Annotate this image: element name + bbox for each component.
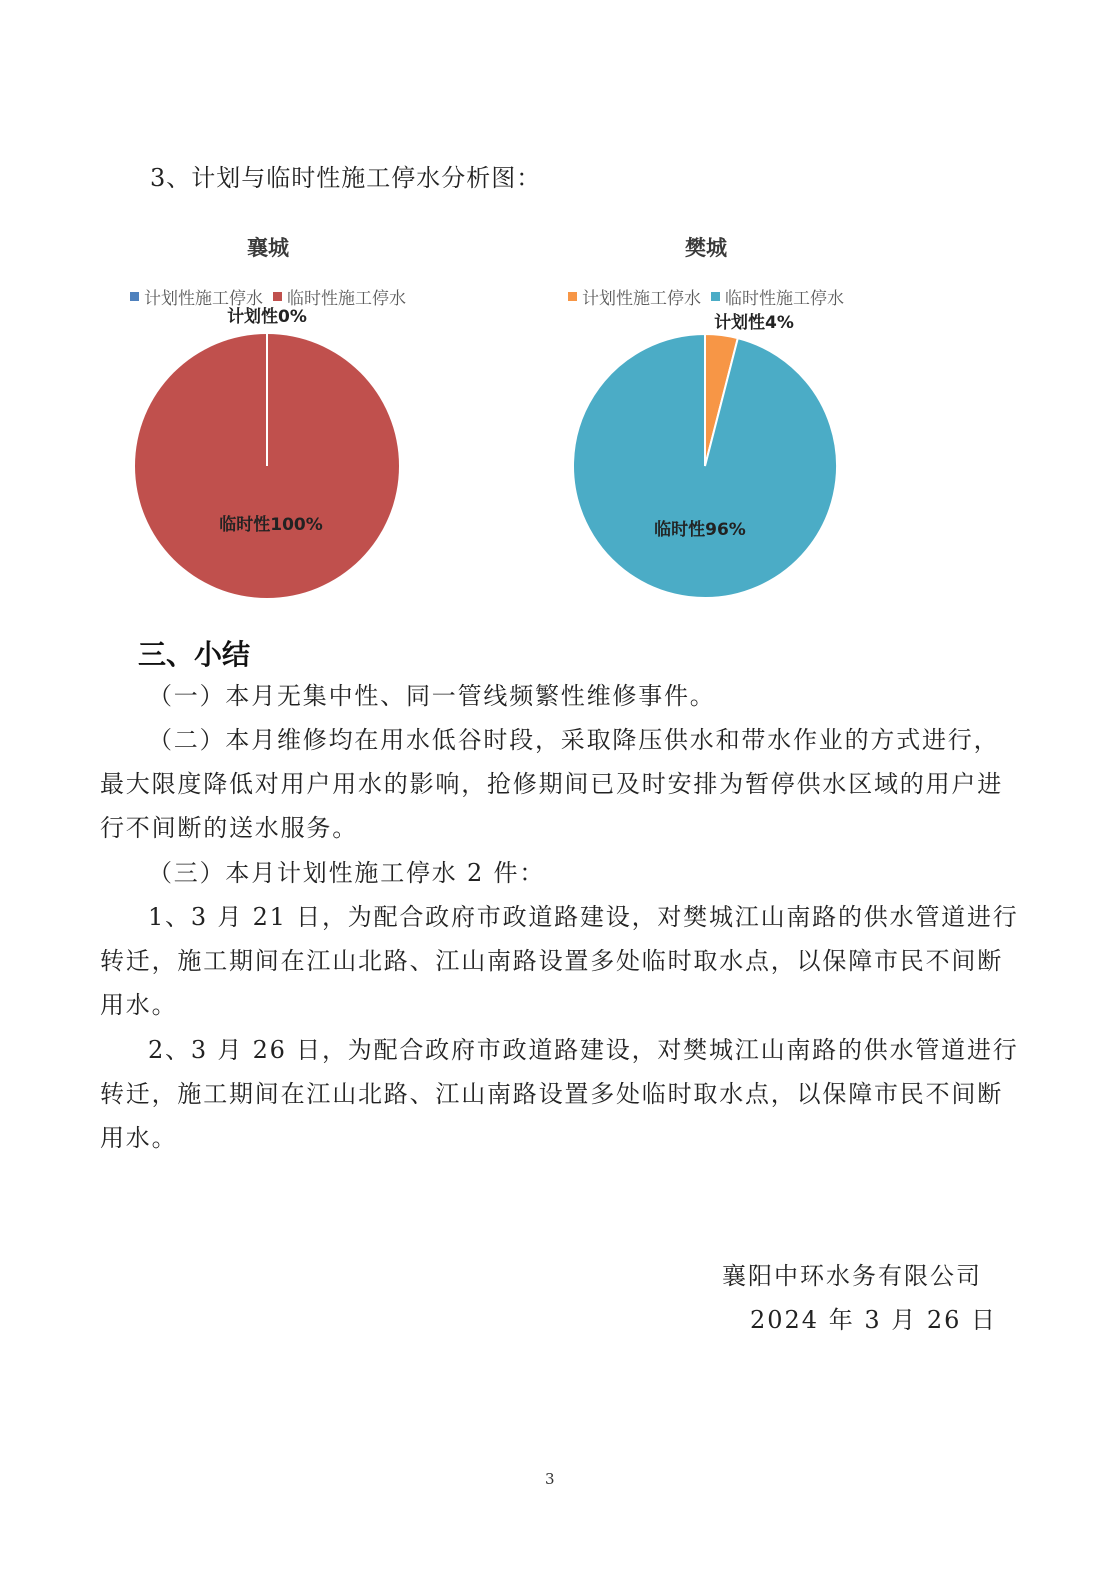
paragraph-line: 转迁，施工期间在江山北路、江山南路设置多处临时取水点，以保障市民不间断 bbox=[100, 1080, 1003, 1108]
pie-slice-temporary bbox=[573, 334, 837, 598]
paragraph-line: 用水。 bbox=[100, 991, 178, 1019]
legend-label-temporary: 临时性施工停水 bbox=[725, 289, 844, 309]
pie-svg bbox=[476, 228, 936, 618]
paragraph-line: 1、3 月 21 日，为配合政府市政道路建设，对樊城江山南路的供水管道进行 bbox=[148, 903, 1019, 931]
signature-company: 襄阳中环水务有限公司 bbox=[722, 1262, 982, 1290]
pie-chart-xiangcheng bbox=[38, 228, 498, 618]
section-heading: 3、计划与临时性施工停水分析图： bbox=[150, 164, 542, 192]
slice-label-temporary: 临时性100% bbox=[219, 515, 323, 535]
paragraph-line: 2、3 月 26 日，为配合政府市政道路建设，对樊城江山南路的供水管道进行 bbox=[148, 1036, 1019, 1064]
summary-paragraph-2 bbox=[100, 718, 1002, 850]
legend-label-planned: 计划性施工停水 bbox=[144, 289, 263, 309]
slice-label-temporary: 临时性96% bbox=[654, 520, 746, 540]
paragraph-line: 最大限度降低对用户用水的影响，抢修期间已及时安排为暂停供水区域的用户进 bbox=[100, 770, 1003, 798]
signature-date: 2024 年 3 月 26 日 bbox=[750, 1306, 998, 1334]
chart-title: 樊城 bbox=[685, 236, 727, 260]
summary-paragraph-3 bbox=[100, 851, 1002, 895]
chart-title: 襄城 bbox=[247, 236, 289, 260]
pie-chart-fancheng bbox=[476, 228, 936, 618]
summary-heading: 三、小结 bbox=[138, 638, 251, 671]
legend-label-planned: 计划性施工停水 bbox=[582, 289, 701, 309]
slice-label-planned: 计划性4% bbox=[714, 313, 794, 333]
pie-svg bbox=[38, 228, 498, 618]
summary-paragraph-1 bbox=[100, 674, 1002, 718]
paragraph-line: 用水。 bbox=[100, 1124, 178, 1152]
slice-label-planned: 计划性0% bbox=[227, 307, 307, 327]
paragraph-line: （三）本月计划性施工停水 2 件： bbox=[148, 859, 546, 887]
summary-item-1 bbox=[100, 895, 1019, 1027]
summary-item-2 bbox=[100, 1028, 1019, 1160]
paragraph-line: 转迁，施工期间在江山北路、江山南路设置多处临时取水点，以保障市民不间断 bbox=[100, 947, 1003, 975]
page-number: 3 bbox=[545, 1470, 555, 1488]
paragraph-line: （一）本月无集中性、同一管线频繁性维修事件。 bbox=[148, 682, 716, 710]
paragraph-line: 行不间断的送水服务。 bbox=[100, 814, 358, 842]
legend-label-temporary: 临时性施工停水 bbox=[287, 289, 406, 309]
paragraph-line: （二）本月维修均在用水低谷时段，采取降压供水和带水作业的方式进行， bbox=[148, 726, 1000, 754]
